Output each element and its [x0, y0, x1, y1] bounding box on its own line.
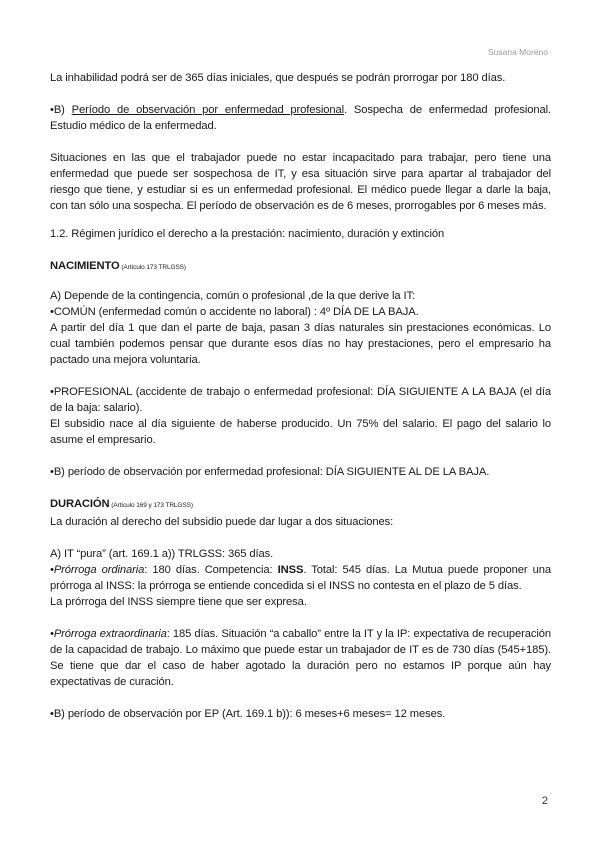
duracion-intro: La duración al derecho del subsidio puede dar lugar a dos situaciones: [50, 516, 394, 528]
nacimiento-comun: •COMÚN (enfermedad común o accidente no laboral) : 4º DÍA DE LA BAJA. [50, 306, 419, 318]
paragraph-situaciones: Situaciones en las que el trabajador puede no estar incapacitado para trabajar, pero tiene una enfermedad que puede ser sospechosa de IT, y esa situación sirve para apartar al trabajador del riesgo que tiene, y estudiar si es un enfermedad profesional. El médico puede llegar a darle la baja, con tan sólo una sospecha. El período de observación es de 6 meses, prorrogables por 6 meses más. [50, 152, 551, 212]
paragraph-periodo-observacion: •B) Período de observación por enfermedad profesional. Sospecha de enfermedad profesional. Estudio médico de la enfermedad. [50, 104, 552, 132]
periodo-observacion-title: Período de observación por enfermedad profesional [71, 104, 345, 116]
heading-duracion: DURACIÓN (Artículo 169 y 173 TRLGSS) [50, 498, 193, 510]
duracion-prorroga-ordinaria: •Prórroga ordinaria: 180 días. Competencia: INSS. Total: 545 días. La Mutua puede proponer una prórroga al INSS: la prórroga se entiende concedida si el INSS no contesta en el plazo de 5 días. [50, 564, 551, 592]
duracion-prorroga-expresa: La prórroga del INSS siempre tiene que ser expresa. [50, 596, 307, 608]
duracion-periodo-observacion-ep: •B) período de observación por EP (Art. 169.1 b)): 6 meses+6 meses= 12 meses. [50, 708, 446, 720]
page-number: 2 [541, 795, 548, 807]
paragraph-inhabilidad: La inhabilidad podrá ser de 365 días iniciales, que después se podrán prorrogar por 180 días. [50, 72, 506, 84]
nacimiento-comun-detail: A partir del día 1 que dan el parte de baja, pasan 3 días naturales sin prestaciones económicas. Lo cual también podemos pensar que durante esos días no hay prestaciones, pero el empresario ha pactado una mejora voluntaria. [50, 322, 551, 366]
duracion-article-ref: (Artículo 169 y 173 TRLGSS) [109, 502, 193, 509]
header-author: Susana Moreno [487, 47, 548, 57]
nacimiento-article-ref: (Artículo 173 TRLGSS) [119, 264, 186, 271]
nacimiento-profesional-detail: El subsidio nace al día siguiente de haberse producido. Un 75% del salario. El pago del salario lo asume el empresario. [50, 418, 551, 446]
duracion-it-pura: A) IT “pura” (art. 169.1 a)) TRLGSS: 365 días. [50, 548, 274, 560]
heading-nacimiento: NACIMIENTO (Artículo 173 TRLGSS) [50, 260, 186, 272]
page-content [50, 70, 551, 722]
nacimiento-periodo-observacion: •B) período de observación por enfermedad profesional: DÍA SIGUIENTE AL DE LA BAJA. [50, 466, 490, 478]
nacimiento-intro: A) Depende de la contingencia, común o profesional ,de la que derive la IT: [50, 290, 416, 302]
duracion-prorroga-extraordinaria: •Prórroga extraordinaria: 185 días. Situación “a caballo” entre la IT y la IP: expectativa de recuperación de la capacidad de trabajo. Lo máximo que puede estar un trabajador de IT es de 730 días (545+185). Se tiene que dar el caso de haber agotado la duración pero no estamos IP porque aún hay expectativas de curación. [50, 628, 551, 688]
nacimiento-profesional: •PROFESIONAL (accidente de trabajo o enfermedad profesional: DÍA SIGUIENTE A LA BAJA (el día de la baja: salario). [50, 386, 551, 414]
section-heading-regimen: 1.2. Régimen jurídico el derecho a la prestación: nacimiento, duración y extinción [50, 228, 445, 240]
